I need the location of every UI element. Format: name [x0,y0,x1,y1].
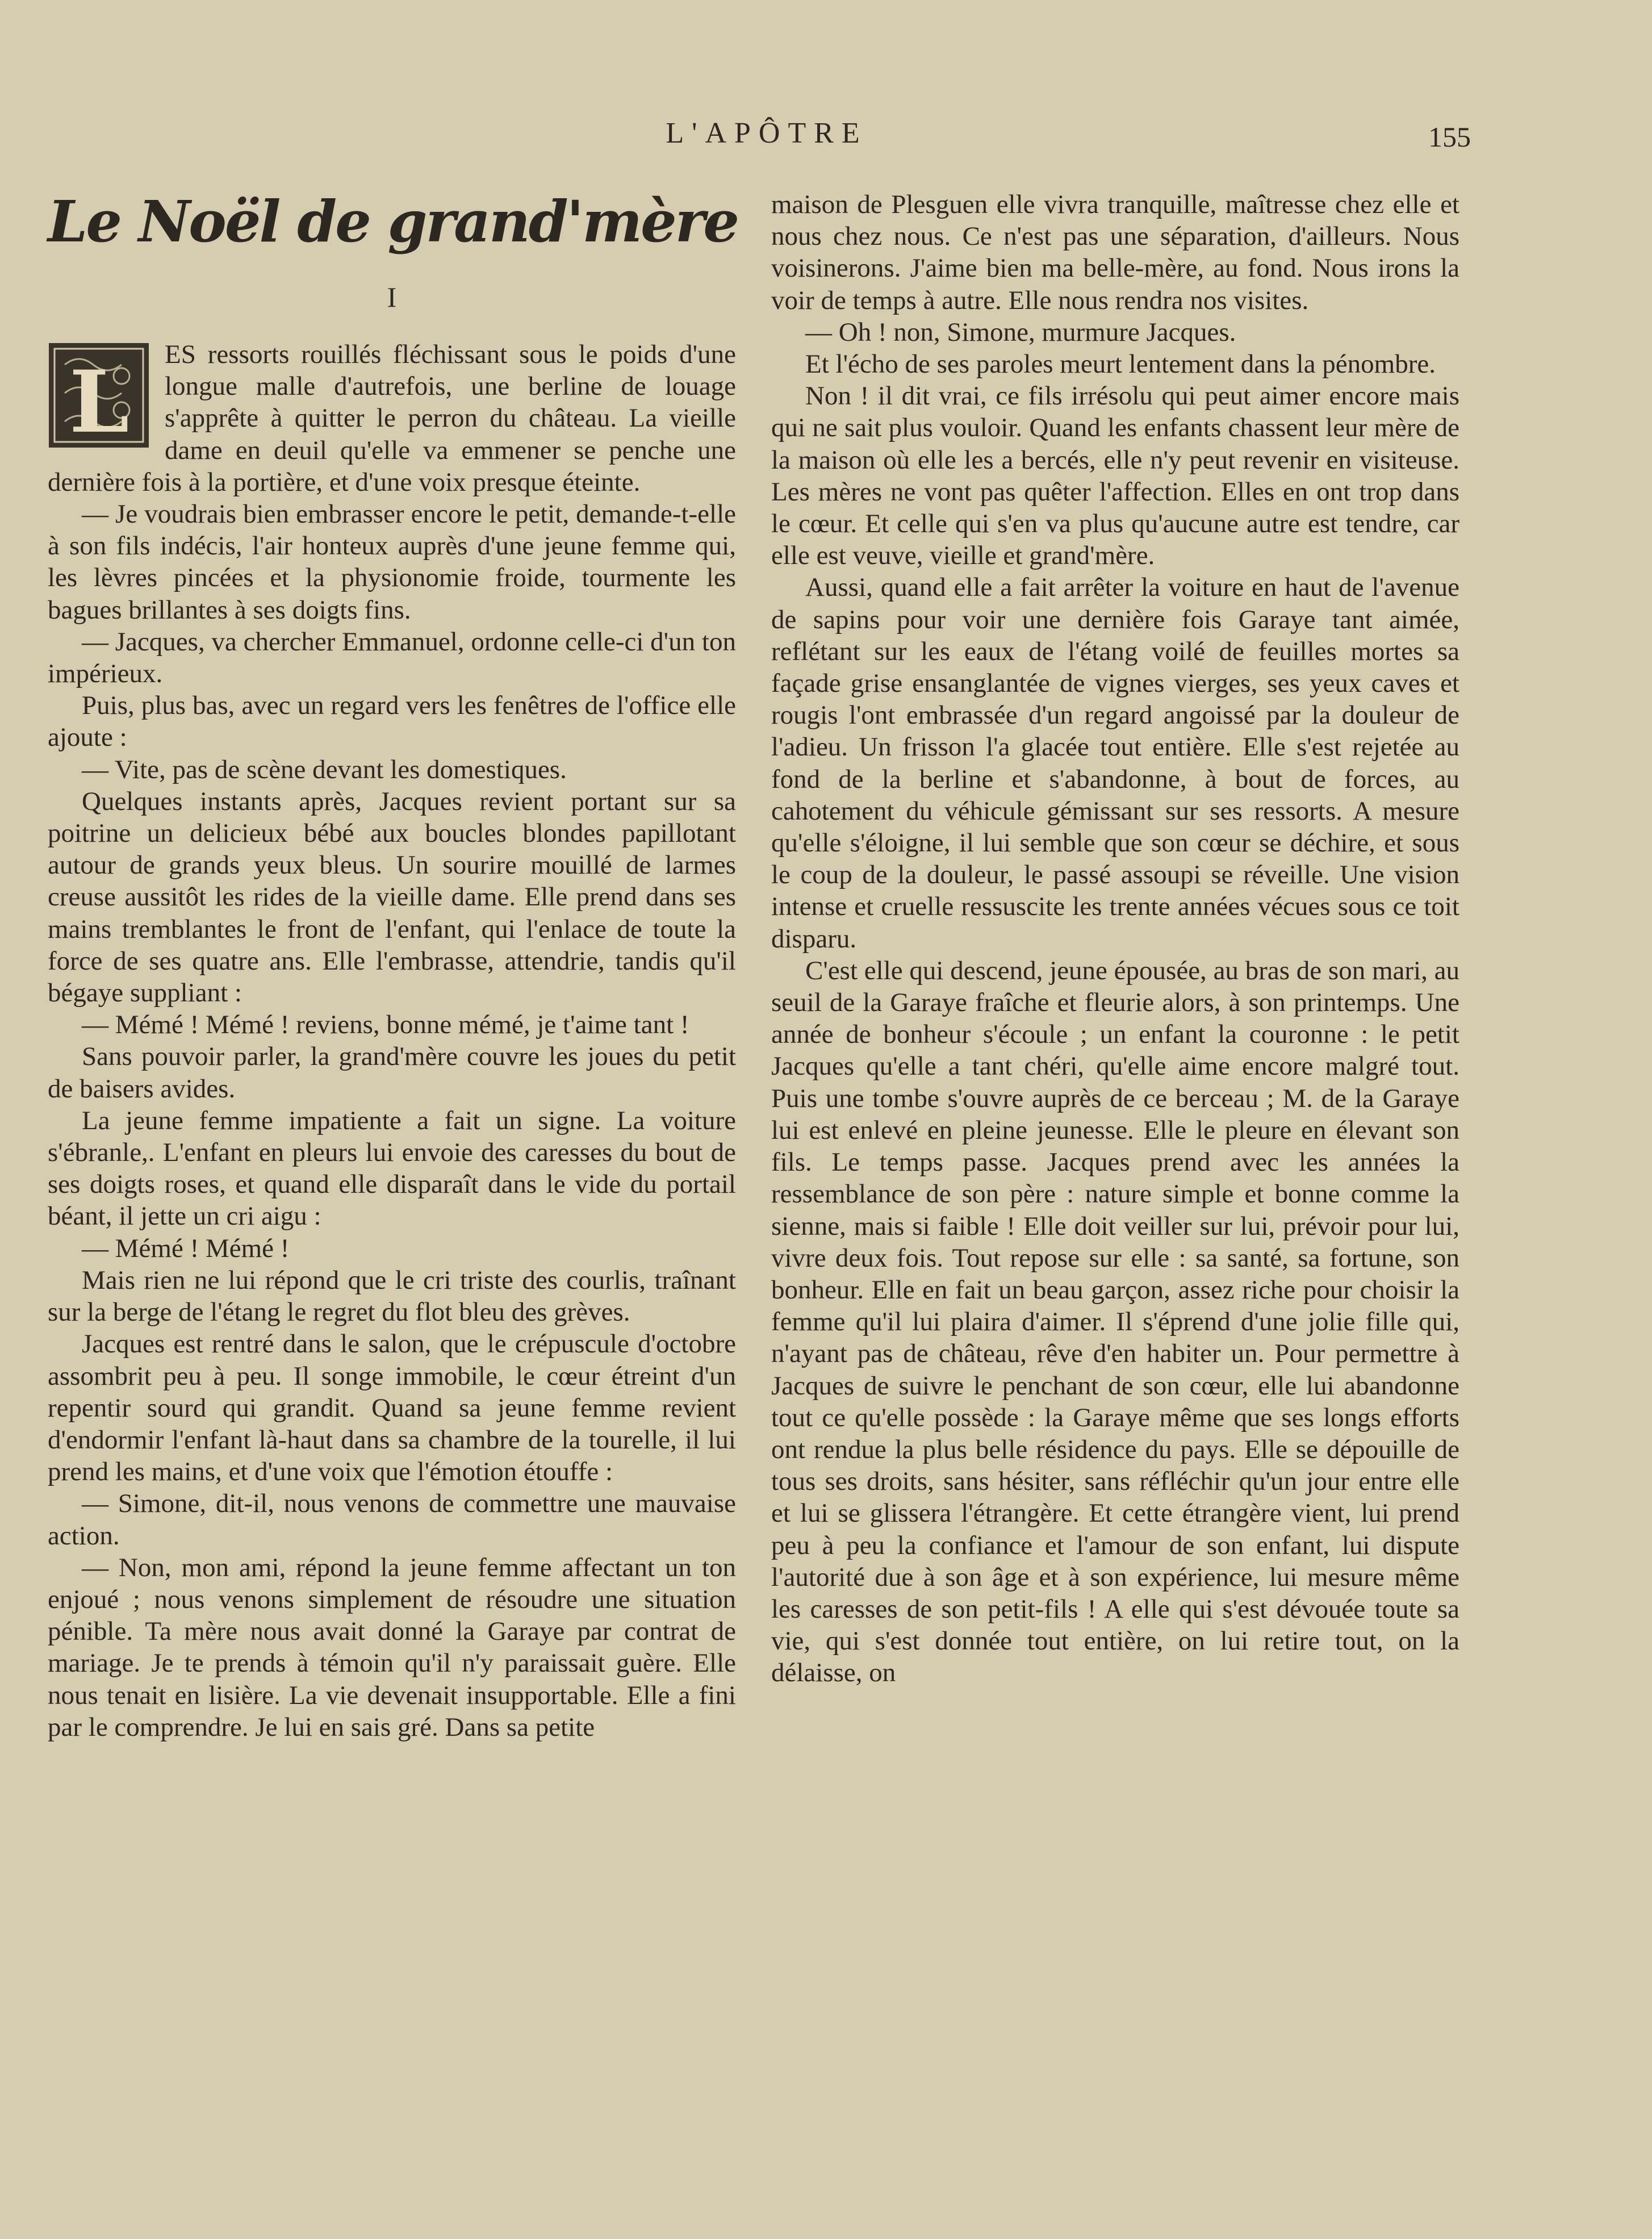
paragraph: La jeune femme impatiente a fait un signe. La voiture s'ébranle,. L'enfant en pleurs lui envoie des caresses du bout de ses doigts roses, et quand elle disparaît dans le vide du portail béant, il jette un cri aigu : [48,1105,736,1231]
paragraph: — Vite, pas de scène devant les domestiques. [82,754,567,784]
paragraph: — Simone, dit-il, nous venons de commettre une mauvaise action. [48,1489,736,1551]
paragraph: — Mémé ! Mémé ! reviens, bonne mémé, je t'aime tant ! [82,1010,689,1040]
paragraph: — Je voudrais bien embrasser encore le petit, demande-t-elle à son fils indécis, l'air honteux auprès d'une jeune femme qui, les lèvres pincées et la physionomie froide, tourmente les bagues brillantes à ses doigts fins. [48,499,736,625]
left-column [48,187,736,1743]
article-title: Le Noël de grand'mère [48,188,738,255]
ornamental-drop-cap [48,342,150,449]
paragraph: Jacques est rentré dans le salon, que le crépuscule d'octobre assombrit peu à peu. Il songe immobile, le cœur étreint d'un repentir sourd qui grandit. Quand sa jeune femme revient d'endormir l'enfant là-haut dans sa chambre de la tourelle, il lui prend les mains, et d'une voix que l'émotion étouffe : [48,1329,736,1487]
running-title: L'APÔTRE [666,117,868,149]
drop-cap-ornament-icon [48,342,150,449]
paragraph: Non ! il dit vrai, ce fils irrésolu qui peut aimer encore mais qui ne sait plus vouloir. Quand les enfants chassent leur mère de la maison où elle les a bercés, elle n'y peut revenir en visiteuse. Les mères ne vont pas quêter l'affection. Elles en ont trop dans le cœur. Et celle qui s'en va plus qu'aucune autre est tendre, car elle est veuve, vieille et grand'mère. [771,381,1459,571]
paragraph: Quelques instants après, Jacques revient portant sur sa poitrine un delicieux bébé aux boucles blondes papillotant autour de grands yeux bleus. Un sourire mouillé de larmes creuse aussitôt les rides de la vieille dame. Elle prend dans ses mains tremblantes le front de l'enfant, qui l'enlace de toute la force de ses quatre ans. Elle l'embrasse, attendrie, tandis qu'il bégaye suppliant : [48,786,736,1008]
paragraph: maison de Plesguen elle vivra tranquille, maîtresse chez elle et nous chez nous. Ce n'est pas une séparation, d'ailleurs. Nous voisinerons. J'aime bien ma belle-mère, au fond. Nous irons la voir de temps à autre. Elle nous rendra nos visites. [771,190,1459,315]
paragraph: — Non, mon ami, répond la jeune femme affectant un ton enjoué ; nous venons simplement de résoudre une situation pénible. Ta mère nous avait donné la Garaye par contrat de mariage. Je te prends à témoin qu'il n'y paraissait guère. Elle nous tenait en lisière. La vie devenait insupportable. Elle a fini par le comprendre. Je lui en sais gré. Dans sa petite [48,1552,736,1742]
paragraph: Puis, plus bas, avec un regard vers les fenêtres de l'office elle ajoute : [48,691,736,753]
paragraph: — Oh ! non, Simone, murmure Jacques. [805,317,1236,347]
paragraph: Mais rien ne lui répond que le cri triste des courlis, traînant sur la berge de l'étang le regret du flot bleu des grèves. [48,1265,736,1327]
section-number: I [387,281,397,313]
drop-cap-letter: L [69,352,129,449]
paragraph [48,339,736,498]
paragraph: — Mémé ! Mémé ! [82,1233,290,1263]
paragraph: — Jacques, va chercher Emmanuel, ordonne celle-ci d'un ton impérieux. [48,626,736,689]
paragraph: Sans pouvoir parler, la grand'mère couvre les joues du petit de baisers avides. [48,1042,736,1104]
page-number: 155 [1428,121,1471,153]
paragraph: C'est elle qui descend, jeune épousée, au bras de son mari, au seuil de la Garaye fraîche et fleurie alors, à son printemps. Une année de bonheur s'écoule ; un enfant la couronne : le petit Jacques qu'elle a tant chéri, qu'elle aime encore malgré tout. Puis une tombe s'ouvre auprès de ce berceau ; M. de la Garaye lui est enlevé en pleine jeunesse. Elle le pleure en élevant son fils. Le temps passe. Jacques prend avec les années la ressemblance de son père : nature simple et bonne comme la sienne, mais si faible ! Elle doit veiller sur lui, prévoir pour lui, vivre deux fois. Tout repose sur elle : sa santé, sa fortune, son bonheur. Elle en fait un beau garçon, assez riche pour choisir la femme qu'il lui plaira d'aimer. Il s'éprend d'une jolie fille qui, n'ayant pas de château, rêve d'en habiter un. Pour permettre à Jacques de suivre le penchant de son cœur, elle lui abandonne tout ce qu'elle possède : la Garaye même que ses longs efforts ont rendue la plus belle résidence du pays. Elle se dépouille de tous ses droits, sans hésiter, sans réfléchir qu'un jour entre elle et lui se glissera l'étrangère. Et cette étrangère vient, lui prend peu à peu la confiance et l'amour de son enfant, lui dispute l'autorité due à son âge et à son expérience, lui mesure même les caresses de son petit-fils ! A elle qui s'est dévouée toute sa vie, qui s'est donnée tout entière, on lui retire tout, on la délaisse, on [771,955,1459,1688]
paragraph-text: ES ressorts rouillés fléchissant sous le poids d'une longue malle d'autrefois, une berline de louage s'apprête à quitter le perron du château. La vieille dame en deuil qu'elle va emmener se penche une dernière fois à la portière, et d'une voix presque éteinte. [48,340,736,497]
right-column [771,189,1459,1689]
paragraph: Aussi, quand elle a fait arrêter la voiture en haut de l'avenue de sapins pour voir une dernière fois Garaye tant aimée, reflétant sur les eaux de l'étang voilé de feuilles mortes sa façade grise ensanglantée de vignes vierges, ses yeux caves et rougis l'ont embrassée d'un regard angoissé par la douleur de l'adieu. Un frisson l'a glacée tout entière. Elle s'est rejetée au fond de la berline et s'abandonne, à bout de forces, au cahotement du véhicule gémissant sur ses ressorts. A mesure qu'elle s'éloigne, il lui semble que son cœur se déchire, et sous le coup de la douleur, le passé assoupi se réveille. Une vision intense et cruelle ressuscite les trente années vécues sous ce toit disparu. [771,573,1459,954]
paragraph: Et l'écho de ses paroles meurt lentement dans la pénombre. [805,349,1436,379]
